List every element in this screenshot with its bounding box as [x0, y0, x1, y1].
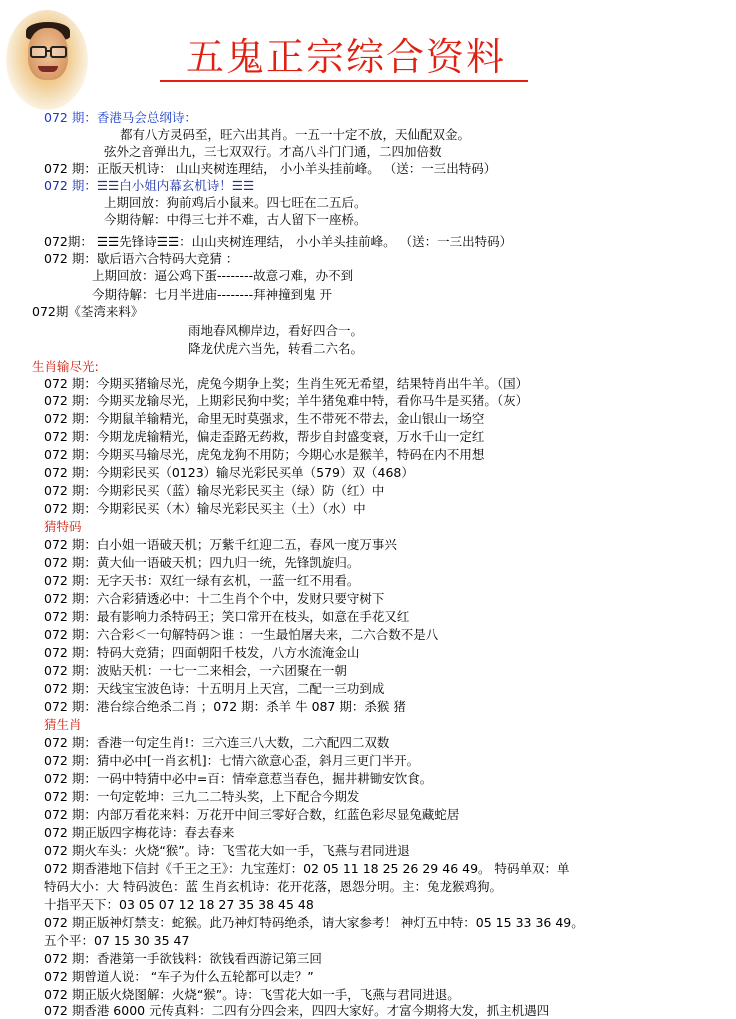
- text-line: 072 期正版四字梅花诗：春去春来: [44, 825, 235, 840]
- text-line: 072 期：猜中必中[一肖玄机]：七情六欲意心歪，斜月三更门半开。: [44, 753, 420, 768]
- text-line: 雨地春风柳岸边，看好四合一。: [188, 323, 364, 338]
- text-line: 五个平：07 15 30 35 47: [44, 933, 190, 948]
- text-line: 072期： ☰☰先锋诗☰☰：山山夹树连理结， 小小羊头挂前峰。 （送：一三出特码）: [44, 234, 513, 249]
- text-line: 猜特码: [44, 519, 82, 534]
- avatar-glasses-left: [30, 46, 47, 58]
- text-line: 072 期：今期买龙输尽光，上期彩民狗中奖；羊牛猪兔难中特，看你马牛是买猪。（灰）: [44, 393, 529, 408]
- text-line: 072 期：特码大竞猜；四面朝阳千枝发，八方水流淹金山: [44, 645, 360, 660]
- avatar-smile: [38, 66, 58, 72]
- avatar-glasses-right: [50, 46, 67, 58]
- text-line: 072 期曾道人说： “车子为什么五轮都可以走？”: [44, 969, 314, 984]
- avatar-glasses-bridge: [45, 50, 50, 52]
- text-line: 072 期正版神灯禁支：蛇猴。此乃神灯特码绝杀，请大家参考！ 神灯五中特：05 15 33 36 49。: [44, 915, 584, 930]
- text-line: 今期待解：中得三七并不难，古人留下一座桥。: [104, 212, 367, 227]
- text-line: 072 期：无字天书：双红一绿有玄机，一蓝一红不用看。: [44, 573, 360, 588]
- title-underline: [160, 80, 528, 82]
- text-line: 072 期：香港马会总纲诗：: [44, 110, 197, 125]
- text-line: 072 期：今期彩民买（木）输尽光彩民买主（土）（水）中: [44, 501, 366, 516]
- text-line: 十指平天下：03 05 07 12 18 27 35 38 45 48: [44, 897, 314, 912]
- text-line: 弦外之音弹出九，三七双双行。才高八斗门门通，二四加倍数: [104, 144, 442, 159]
- text-line: 072期《荃湾来料》: [32, 304, 144, 319]
- text-line: 072 期正版火烧图解：火烧“猴”。诗：飞雪花大如一手，飞燕与君同进退。: [44, 987, 460, 1002]
- text-line: 072 期：香港一句定生肖!：三六连三八大数，二六配四二双数: [44, 735, 390, 750]
- text-line: 072 期：今期鼠羊输精光，命里无时莫强求，生不带死不带去，金山银山一场空: [44, 411, 485, 426]
- text-line: 072 期：今期彩民买（0123）输尽光彩民买单（579）双（468）: [44, 465, 414, 480]
- text-line: 072 期：今期龙虎输精光，偏走歪路无药救，帮步自封盛变衰，万水千山一定红: [44, 429, 485, 444]
- text-line: 072 期：香港第一手欲钱料：欲钱看西游记第三回: [44, 951, 322, 966]
- text-line: 072 期：正版天机诗： 山山夹树连理结， 小小羊头挂前峰。 （送：一三出特码）: [44, 161, 497, 176]
- text-line: 上期回放：狗前鸡后小鼠来。四七旺在二五后。: [104, 195, 367, 210]
- text-line: 072 期：今期买马输尽光，虎兔龙狗不用防；今期心水是猴羊，特码在内不用想: [44, 447, 485, 462]
- text-line: 降龙伏虎六当先，转看二六名。: [188, 341, 364, 356]
- text-line: 072 期：黄大仙一语破天机；四九归一统，先锋凯旋归。: [44, 555, 360, 570]
- text-line: 072 期：六合彩＜一句解特码＞谁 ：一生最怕屠夫来，二六合数不是八: [44, 627, 439, 642]
- page-title: 五鬼正宗综合资料: [185, 35, 506, 79]
- text-line: 072 期香港地下信封《千王之王》：九宝莲灯：02 05 11 18 25 26 29 46 49。 特码单双：单: [44, 861, 570, 876]
- text-line: 072 期：六合彩猜透必中：十二生肖个个中，发财只要守树下: [44, 591, 385, 606]
- text-line: 072 期：今期买猪输尽光，虎兔今期争上奖；生肖生死无希望，结果特肖出牛羊。（国）: [44, 376, 529, 391]
- text-line: 072 期：最有影响力杀特码王；笑口常开在枝头，如意在手花又红: [44, 609, 410, 624]
- text-line: 072 期：内部万看花来料：万花开中间三零好合数，红蓝色彩尽显兔藏蛇居: [44, 807, 460, 822]
- text-line: 072 期：歇后语六合特码大竞猜 ：: [44, 251, 239, 266]
- text-line: 072 期：港台综合绝杀二肖 ；072 期：杀羊 牛 087 期：杀猴 猪: [44, 699, 406, 714]
- text-line: 072 期：☰☰白小姐内幕玄机诗！☰☰: [44, 178, 255, 193]
- text-line: 生肖输尽光:: [32, 359, 99, 374]
- text-line: 072 期：一码中特猜中必中=百：情牵意惹当春色，掘井耕锄安饮食。: [44, 771, 433, 786]
- text-line: 072 期：一句定乾坤：三九二二特头奖，上下配合今期发: [44, 789, 360, 804]
- text-line: 上期回放：逼公鸡下蛋--------故意刁难，办不到: [92, 268, 354, 283]
- avatar-portrait: [6, 10, 88, 110]
- text-line: 072 期：白小姐一语破天机；万紫千红迎二五，春风一度万事兴: [44, 537, 397, 552]
- text-line: 072 期香港 6000 元传真料：二四有分四会来，四四大家好。才富今期将大发，抓主机遇四: [44, 1003, 550, 1018]
- text-line: 072 期：波贴天机：一七一二来相会，一六团聚在一朝: [44, 663, 347, 678]
- text-line: 072 期：天线宝宝波色诗：十五明月上天宫，二配一三功到成: [44, 681, 385, 696]
- text-line: 072 期火车头：火烧“猴”。诗：飞雪花大如一手，飞燕与君同进退: [44, 843, 410, 858]
- text-line: 今期待解：七月半进庙--------拜神撞到鬼 开: [92, 287, 333, 302]
- text-line: 072 期：今期彩民买（蓝）输尽光彩民买主（绿）防（红）中: [44, 483, 385, 498]
- text-line: 猜生肖: [44, 717, 82, 732]
- text-line: 特码大小：大 特码波色：蓝 生肖玄机诗：花开花落，恩怨分明。主：兔龙猴鸡狗。: [44, 879, 502, 894]
- text-line: 都有八方灵码至，旺六出其肖。一五一十定不放，天仙配双金。: [120, 127, 471, 142]
